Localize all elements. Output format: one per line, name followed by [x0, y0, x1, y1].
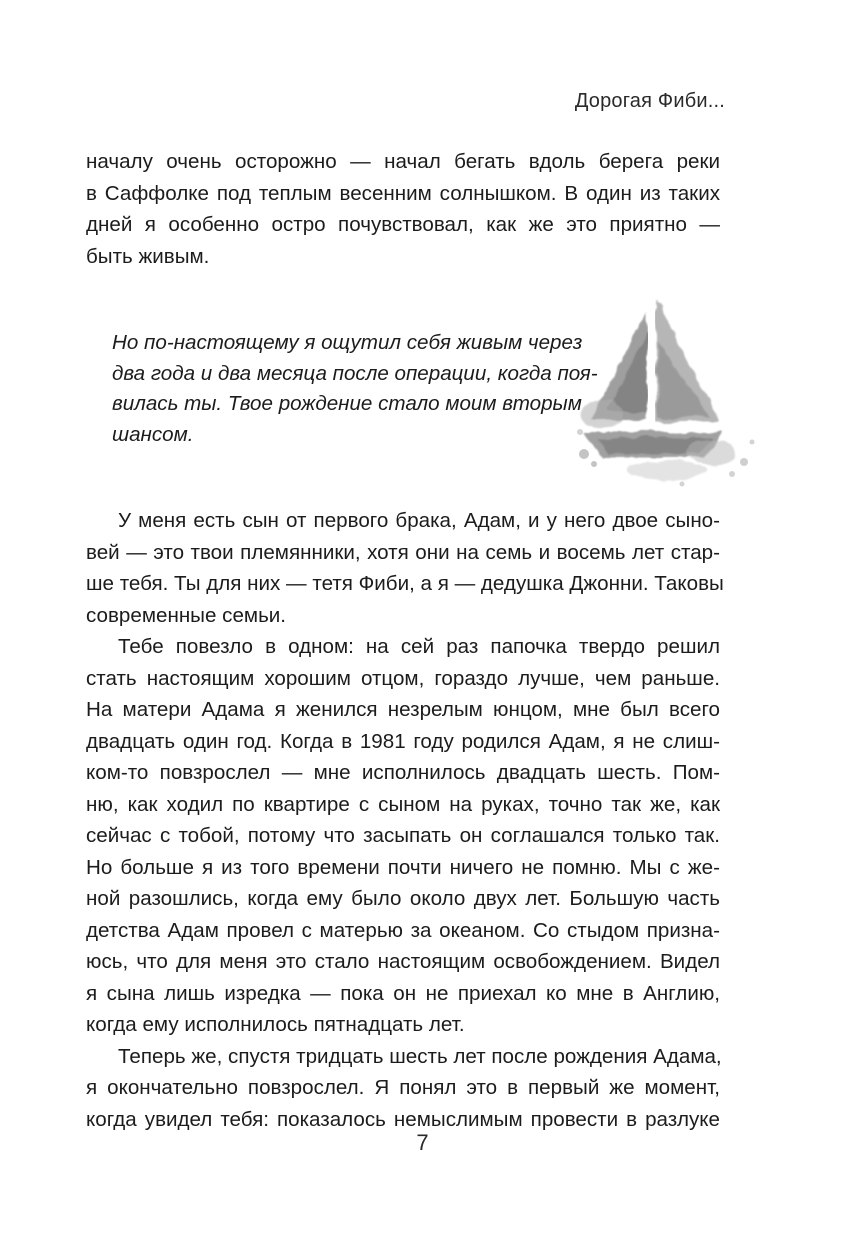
text-line: я окончательно повзрослел. Я понял это в первый же момент,	[86, 1076, 720, 1099]
text-line: Тебе повезло в одном: на сей раз папочка твердо решил	[118, 635, 720, 658]
italic-quote	[112, 328, 598, 450]
quote-line: два года и два месяца после операции, когда поя-	[112, 361, 598, 385]
text-line: ню, как ходил по квартире с сыном на руках, точно так же, как	[86, 792, 720, 816]
text-line: когда увидел тебя: показалось немыслимым провести в разлуке	[86, 1107, 720, 1131]
text-line: ком-то повзрослел — мне исполнилось двадцать шесть. Пом-	[86, 761, 720, 784]
main-text	[86, 505, 724, 1135]
text-line: детства Адам провел с матерью за океаном. Со стыдом призна-	[86, 918, 720, 942]
text-line: ной разошлись, когда ему было около двух лет. Большую часть	[86, 887, 720, 910]
intro-line: началу очень осторожно — начал бегать вдоль берега реки	[86, 150, 720, 173]
text-line: Теперь же, спустя тридцать шесть лет после рождения Адама,	[118, 1044, 722, 1068]
page-number: 7	[416, 1130, 429, 1155]
text-line: современные семьи.	[86, 603, 287, 627]
intro-line: дней я особенно остро почувствовал, как же это приятно —	[86, 213, 720, 236]
text-line: стать настоящим хорошим отцом, гораздо лучше, чем раньше.	[86, 666, 720, 690]
text-line: ше тебя. Ты для них — тетя Фиби, а я — дедушка Джонни. Таковы	[86, 572, 724, 595]
running-header: Дорогая Фиби...	[574, 90, 725, 112]
paragraph	[86, 631, 720, 1041]
text-line: юсь, что для меня это стало настоящим освобождением. Видел	[86, 950, 720, 973]
paragraph	[86, 505, 724, 631]
quote-line: Но по-настоящему я ощутил себя живым через	[112, 331, 583, 354]
quote-line: шансом.	[112, 422, 194, 446]
intro-line: в Саффолке под теплым весенним солнышком. В один из таких	[86, 181, 720, 205]
intro-line: быть живым.	[86, 244, 210, 268]
text-line: Но больше я из того времени почти ничего не помню. Мы с же-	[86, 855, 720, 879]
text-line: сейчас с тобой, потому что засыпать он соглашался только так.	[86, 824, 720, 847]
quote-line: вилась ты. Твое рождение стало моим вторым	[112, 392, 582, 415]
intro-paragraph	[86, 146, 720, 272]
text-line: я сына лишь изредка — пока он не приехал ко мне в Англию,	[86, 981, 720, 1005]
text-line: На матери Адама я женился незрелым юнцом, мне был всего	[86, 698, 720, 721]
paragraph	[86, 1041, 720, 1136]
text-line: двадцать один год. Когда в 1981 году родился Адам, я не слиш-	[86, 729, 720, 753]
text-line: У меня есть сын от первого брака, Адам, и у него двое сыно-	[118, 509, 720, 532]
sailboat-icon	[572, 292, 762, 497]
text-line: когда ему исполнилось пятнадцать лет.	[86, 1013, 465, 1036]
text-line: вей — это твои племянники, хотя они на семь и восемь лет стар-	[86, 540, 720, 564]
